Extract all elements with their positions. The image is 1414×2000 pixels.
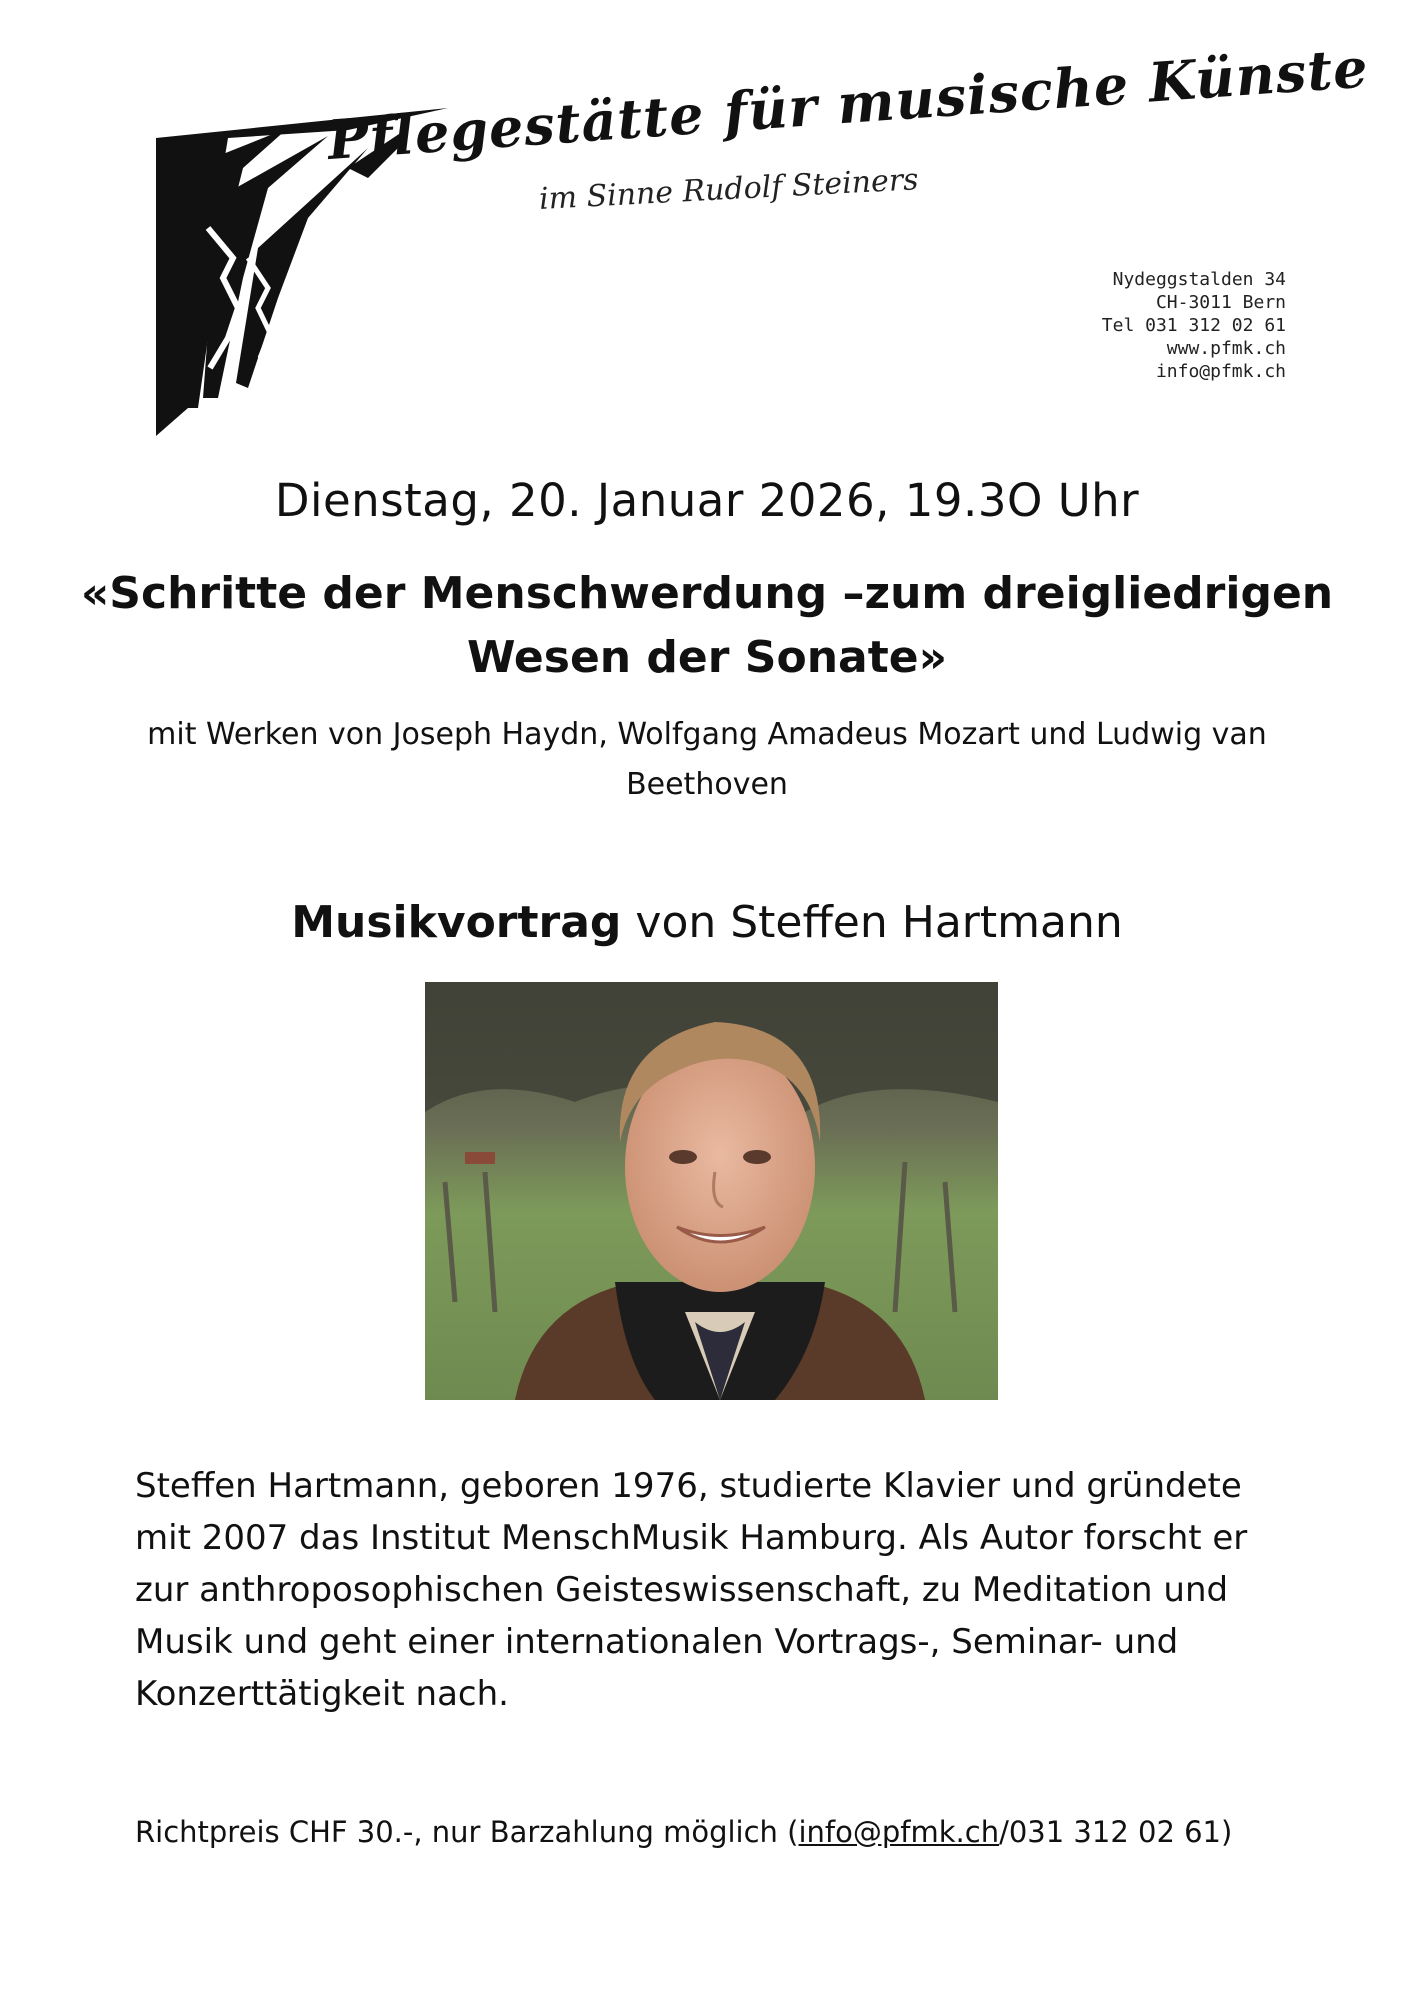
bio-line: zur anthroposophischen Geisteswissenschaft, zu Meditation und xyxy=(135,1570,1229,1610)
email-link[interactable]: info@pfmk.ch xyxy=(798,1815,1000,1849)
bio-line: Musik und geht einer internationalen Vortrags-, Seminar- und xyxy=(135,1622,1179,1662)
event-title xyxy=(0,562,1414,690)
organization-tagline: im Sinne Rudolf Steiners xyxy=(538,162,920,217)
price-text: Richtpreis CHF 30.-, nur Barzahlung möglich ( xyxy=(135,1815,799,1849)
address-street: Nydeggstalden 34 xyxy=(1112,269,1286,290)
address-phone: Tel 031 312 02 61 xyxy=(1101,315,1286,336)
address-email: info@pfmk.ch xyxy=(1155,361,1286,382)
price-info xyxy=(135,1815,1232,1849)
bio-line: mit 2007 das Institut MenschMusik Hamburg. Als Autor forscht er xyxy=(135,1518,1248,1558)
lecture-heading xyxy=(0,897,1414,948)
price-phone: /031 312 02 61) xyxy=(999,1815,1233,1849)
bio-line: Konzerttätigkeit nach. xyxy=(135,1674,509,1714)
organization-name: Pflegestätte für musische Künste xyxy=(325,35,1371,172)
portrait-photo xyxy=(425,982,998,1400)
event-subtitle xyxy=(0,710,1414,810)
lecture-speaker: von Steffen Hartmann xyxy=(621,897,1123,948)
contact-address xyxy=(1102,268,1286,383)
lecture-type: Musikvortrag xyxy=(291,897,622,948)
event-title-line: «Schritte der Menschwerdung –zum dreigliedrigen xyxy=(80,568,1334,619)
event-date: Dienstag, 20. Januar 2026, 19.3O Uhr xyxy=(274,474,1140,527)
address-city: CH-3011 Bern xyxy=(1155,292,1286,313)
bio-line: Steffen Hartmann, geboren 1976, studierte Klavier und gründete xyxy=(135,1466,1242,1506)
speaker-biography xyxy=(135,1460,1295,1720)
event-subtitle-line: mit Werken von Joseph Haydn, Wolfgang Amadeus Mozart und Ludwig van xyxy=(147,717,1267,752)
event-title-line: Wesen der Sonate» xyxy=(466,632,948,683)
address-website: www.pfmk.ch xyxy=(1166,338,1286,359)
event-subtitle-line: Beethoven xyxy=(626,767,788,802)
